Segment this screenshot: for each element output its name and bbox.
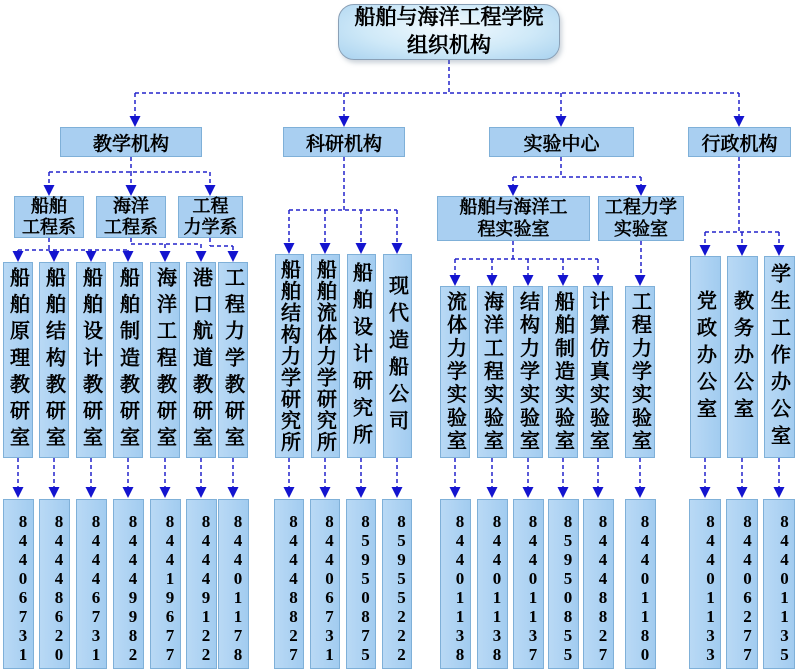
lab-label: 实验室 <box>614 218 668 239</box>
branch-teaching <box>60 127 202 157</box>
unit-name-box: 现代造船公司 <box>383 254 412 458</box>
unit-name-box: 党政办公室 <box>690 256 721 458</box>
branch-teaching-label: 教学机构 <box>92 133 169 155</box>
unit-name-box: 船舶制造教研室 <box>113 262 143 458</box>
lab-engineering-mechanics <box>598 196 684 241</box>
phone-number-box: 84401138 <box>477 499 508 669</box>
chart-title-line1: 船舶与海洋工程学院 <box>354 6 544 30</box>
phone-number-box: 85950855 <box>548 499 579 669</box>
phone-number-box: 84401178 <box>218 499 249 669</box>
unit-name-box: 海洋工程教研室 <box>150 262 180 458</box>
unit-name-box: 计算仿真实验室 <box>583 286 613 458</box>
unit-name-box: 船舶设计教研室 <box>76 262 106 458</box>
unit-name-box: 工程力学教研室 <box>218 262 248 458</box>
dept-engineering-mechanics <box>178 196 243 238</box>
unit-name-box: 教务办公室 <box>727 256 758 458</box>
phone-number-box: 84406731 <box>3 499 34 669</box>
phone-number-box: 85955222 <box>382 499 412 669</box>
phone-number-box: 84401137 <box>513 499 544 669</box>
unit-name-box: 船舶设计研究所 <box>347 254 376 458</box>
dept-label: 力学系 <box>183 217 238 237</box>
chart-title <box>338 4 560 60</box>
unit-name-box: 学生工作办公室 <box>764 256 795 458</box>
branch-lab-center <box>489 127 634 157</box>
lab-label: 船舶与海洋工 <box>459 197 568 218</box>
phone-number-box: 84419677 <box>150 499 181 669</box>
unit-name-box: 船舶流体力学研究所 <box>311 254 340 458</box>
unit-name-box: 船舶结构教研室 <box>39 262 69 458</box>
lab-label: 程实验室 <box>477 218 550 239</box>
phone-number-box: 84448827 <box>274 499 304 669</box>
unit-name-box: 海洋工程实验室 <box>477 286 507 458</box>
phone-number-box: 84401180 <box>625 499 656 669</box>
branch-research <box>283 127 405 157</box>
unit-name-box: 船舶原理教研室 <box>3 262 33 458</box>
phone-number-box: 84446731 <box>76 499 107 669</box>
dept-ocean-engineering <box>96 196 166 238</box>
phone-number-box: 84406731 <box>310 499 340 669</box>
dept-label: 工程系 <box>104 217 158 237</box>
branch-admin-label: 行政机构 <box>701 133 778 155</box>
phone-number-box: 84401133 <box>689 499 721 669</box>
dept-ship-engineering <box>14 196 84 238</box>
unit-name-box: 结构力学实验室 <box>513 286 543 458</box>
dept-label: 工程 <box>192 195 229 216</box>
phone-number-box: 84448620 <box>39 499 70 669</box>
phone-number-box: 84406277 <box>726 499 758 669</box>
phone-number-box: 84449122 <box>186 499 217 669</box>
dept-label: 海洋 <box>113 195 149 216</box>
unit-name-box: 船舶制造实验室 <box>548 286 578 458</box>
unit-name-box: 船舶结构力学研究所 <box>275 254 304 458</box>
phone-number-box: 84401135 <box>763 499 795 669</box>
phone-number-box: 85950875 <box>346 499 376 669</box>
unit-name-box: 港口航道教研室 <box>186 262 216 458</box>
dept-label: 工程系 <box>22 217 76 237</box>
dept-label: 船舶 <box>31 195 67 216</box>
branch-admin <box>688 127 791 157</box>
phone-number-box: 84449982 <box>113 499 144 669</box>
lab-label: 工程力学 <box>605 197 677 218</box>
branch-research-label: 科研机构 <box>305 133 382 155</box>
branch-lab-center-label: 实验中心 <box>523 133 600 155</box>
chart-title-line2: 组织机构 <box>407 34 491 57</box>
phone-number-box: 84401138 <box>440 499 471 669</box>
unit-name-box: 工程力学实验室 <box>625 286 655 458</box>
unit-name-box: 流体力学实验室 <box>440 286 470 458</box>
phone-number-box: 84448827 <box>583 499 614 669</box>
lab-ship-ocean-engineering <box>437 196 590 241</box>
